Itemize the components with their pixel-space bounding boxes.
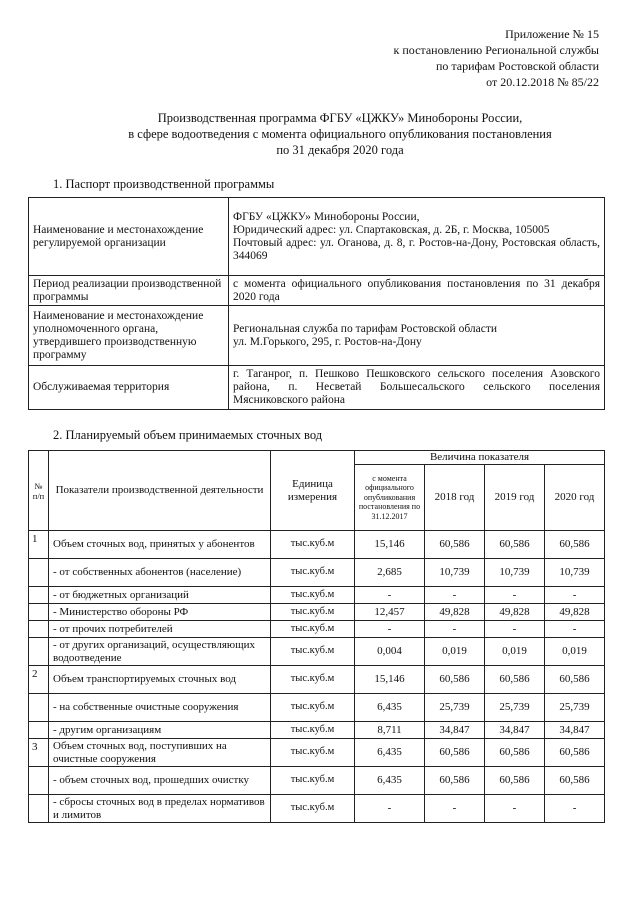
- row-unit: тыс.куб.м: [271, 767, 355, 795]
- row-value-2018: 60,586: [425, 666, 485, 694]
- row-unit: тыс.куб.м: [271, 621, 355, 638]
- passport-value: [229, 306, 605, 366]
- row-value-2020: 49,828: [545, 604, 605, 621]
- row-number: 2: [29, 666, 49, 694]
- row-value-from-moment: 6,435: [355, 694, 425, 722]
- title-line: Производственная программа ФГБУ «ЦЖКУ» Минобороны России,: [157, 111, 523, 125]
- row-value-from-moment: 2,685: [355, 559, 425, 587]
- table-row: [29, 739, 605, 767]
- row-value-2020: -: [545, 587, 605, 604]
- row-number: [29, 559, 49, 587]
- row-number: [29, 722, 49, 739]
- row-value-2020: 60,586: [545, 739, 605, 767]
- table-row: [29, 722, 605, 739]
- row-value-2020: -: [545, 621, 605, 638]
- row-value-2020: 60,586: [545, 531, 605, 559]
- row-value-2019: -: [485, 587, 545, 604]
- row-value-from-moment: 15,146: [355, 666, 425, 694]
- title-line: в сфере водоотведения с момента официального опубликования постановления: [128, 127, 552, 141]
- passport-label: Период реализации производственной программы: [29, 276, 229, 306]
- header-from-moment: с момента официального опубликования постановления по 31.12.2017: [355, 465, 425, 531]
- row-value-from-moment: -: [355, 621, 425, 638]
- row-value-2019: 0,019: [485, 638, 545, 666]
- row-number: [29, 587, 49, 604]
- indicators-table: [28, 450, 605, 823]
- row-value-2019: -: [485, 621, 545, 638]
- row-unit: тыс.куб.м: [271, 722, 355, 739]
- section-1-heading: 1. Паспорт производственной программы: [53, 177, 275, 191]
- title-line: по 31 декабря 2020 года: [276, 143, 404, 157]
- appendix-line: по тарифам Ростовской области: [435, 59, 599, 73]
- row-value-2018: 34,847: [425, 722, 485, 739]
- row-name: - другим организациям: [49, 722, 271, 739]
- row-value-from-moment: 6,435: [355, 767, 425, 795]
- row-name: Объем сточных вод, поступивших на очистные сооружения: [49, 739, 271, 767]
- row-value-2018: 10,739: [425, 559, 485, 587]
- passport-value-line: Юридический адрес: ул. Спартаковская, д. 2Б, г. Москва, 105005: [233, 223, 550, 236]
- row-value-2019: 60,586: [485, 767, 545, 795]
- table-row: [29, 767, 605, 795]
- passport-table: [28, 197, 605, 410]
- row-value-2019: 34,847: [485, 722, 545, 739]
- row-unit: тыс.куб.м: [271, 587, 355, 604]
- header-name: Показатели производственной деятельности: [49, 451, 271, 531]
- row-value-2018: 60,586: [425, 531, 485, 559]
- row-value-2019: 25,739: [485, 694, 545, 722]
- row-value-from-moment: 15,146: [355, 531, 425, 559]
- row-name: Объем сточных вод, принятых у абонентов: [49, 531, 271, 559]
- passport-row: [29, 366, 605, 410]
- row-number: [29, 638, 49, 666]
- appendix-line: от 20.12.2018 № 85/22: [486, 75, 599, 89]
- row-value-from-moment: 0,004: [355, 638, 425, 666]
- row-value-2020: 60,586: [545, 767, 605, 795]
- header-year-2018: 2018 год: [425, 465, 485, 531]
- row-value-2019: 60,586: [485, 739, 545, 767]
- row-value-2019: 60,586: [485, 666, 545, 694]
- header-group: Величина показателя: [355, 451, 605, 465]
- row-name: - объем сточных вод, прошедших очистку: [49, 767, 271, 795]
- row-value-2018: 60,586: [425, 739, 485, 767]
- passport-value-line: ул. М.Горького, 295, г. Ростов-на-Дону: [233, 335, 422, 348]
- row-name: - Министерство обороны РФ: [49, 604, 271, 621]
- row-value-2018: -: [425, 621, 485, 638]
- appendix-line: к постановлению Региональной службы: [393, 43, 599, 57]
- passport-value: [229, 198, 605, 276]
- table-row: [29, 694, 605, 722]
- row-value-2018: 0,019: [425, 638, 485, 666]
- row-unit: тыс.куб.м: [271, 604, 355, 621]
- passport-label: Наименование и местонахождение регулируемой организации: [29, 198, 229, 276]
- table-row: [29, 604, 605, 621]
- appendix-line: Приложение № 15: [505, 27, 599, 41]
- header-num: № п/п: [29, 451, 49, 531]
- row-unit: тыс.куб.м: [271, 694, 355, 722]
- passport-value: [229, 276, 605, 306]
- row-number: [29, 694, 49, 722]
- row-value-from-moment: -: [355, 587, 425, 604]
- row-unit: тыс.куб.м: [271, 795, 355, 823]
- row-name: - на собственные очистные сооружения: [49, 694, 271, 722]
- row-unit: тыс.куб.м: [271, 638, 355, 666]
- table-row: [29, 795, 605, 823]
- passport-label: Обслуживаемая территория: [29, 366, 229, 410]
- row-value-2019: 10,739: [485, 559, 545, 587]
- row-name: - от бюджетных организаций: [49, 587, 271, 604]
- row-unit: тыс.куб.м: [271, 666, 355, 694]
- row-name: - сбросы сточных вод в пределах нормативов и лимитов: [49, 795, 271, 823]
- row-value-2018: -: [425, 795, 485, 823]
- row-unit: тыс.куб.м: [271, 739, 355, 767]
- row-value-2018: 60,586: [425, 767, 485, 795]
- table-row: [29, 587, 605, 604]
- row-value-2018: 25,739: [425, 694, 485, 722]
- section-2-heading: 2. Планируемый объем принимаемых сточных вод: [53, 428, 323, 442]
- header-row: [29, 451, 605, 465]
- document-title: [40, 110, 640, 158]
- row-number: [29, 767, 49, 795]
- row-value-from-moment: 12,457: [355, 604, 425, 621]
- row-value-from-moment: 8,711: [355, 722, 425, 739]
- row-unit: тыс.куб.м: [271, 531, 355, 559]
- passport-label: Наименование и местонахождение уполномоченного органа, утвердившего производственную программу: [29, 306, 229, 366]
- row-name: - от прочих потребителей: [49, 621, 271, 638]
- passport-value: [229, 366, 605, 410]
- row-value-from-moment: 6,435: [355, 739, 425, 767]
- header-year-2020: 2020 год: [545, 465, 605, 531]
- row-value-2020: -: [545, 795, 605, 823]
- row-value-2019: -: [485, 795, 545, 823]
- row-value-from-moment: -: [355, 795, 425, 823]
- passport-value-line: с момента официального опубликования постановления по 31 декабря 2020 года: [233, 277, 600, 303]
- header-unit: Единица измерения: [271, 451, 355, 531]
- row-number: [29, 795, 49, 823]
- appendix-block: [269, 26, 599, 90]
- table-row: [29, 621, 605, 638]
- row-number: 3: [29, 739, 49, 767]
- row-value-2020: 60,586: [545, 666, 605, 694]
- row-name: - от других организаций, осуществляющих водоотведение: [49, 638, 271, 666]
- table-row: [29, 666, 605, 694]
- row-unit: тыс.куб.м: [271, 559, 355, 587]
- row-value-2018: 49,828: [425, 604, 485, 621]
- row-value-2020: 10,739: [545, 559, 605, 587]
- row-value-2018: -: [425, 587, 485, 604]
- row-value-2020: 34,847: [545, 722, 605, 739]
- passport-value-line: ФГБУ «ЦЖКУ» Минобороны России,: [233, 210, 420, 223]
- row-value-2020: 0,019: [545, 638, 605, 666]
- passport-value-line: Региональная служба по тарифам Ростовской области: [233, 322, 498, 335]
- table-row: [29, 531, 605, 559]
- passport-value-line: Почтовый адрес: ул. Оганова, д. 8, г. Ростов-на-Дону, Ростовская область, 344069: [233, 236, 600, 262]
- passport-row: [29, 276, 605, 306]
- row-number: 1: [29, 531, 49, 559]
- row-number: [29, 621, 49, 638]
- row-name: Объем транспортируемых сточных вод: [49, 666, 271, 694]
- table-row: [29, 559, 605, 587]
- indicators-body: [29, 531, 605, 823]
- row-value-2019: 49,828: [485, 604, 545, 621]
- table-row: [29, 638, 605, 666]
- row-value-2019: 60,586: [485, 531, 545, 559]
- passport-value-line: г. Таганрог, п. Пешково Пешковского сельского поселения Азовского района, п. Несветай Большесальского сельского поселения Мясниковского района: [233, 368, 600, 406]
- row-value-2020: 25,739: [545, 694, 605, 722]
- passport-row: [29, 306, 605, 366]
- row-name: - от собственных абонентов (население): [49, 559, 271, 587]
- row-number: [29, 604, 49, 621]
- passport-row: [29, 198, 605, 276]
- header-year-2019: 2019 год: [485, 465, 545, 531]
